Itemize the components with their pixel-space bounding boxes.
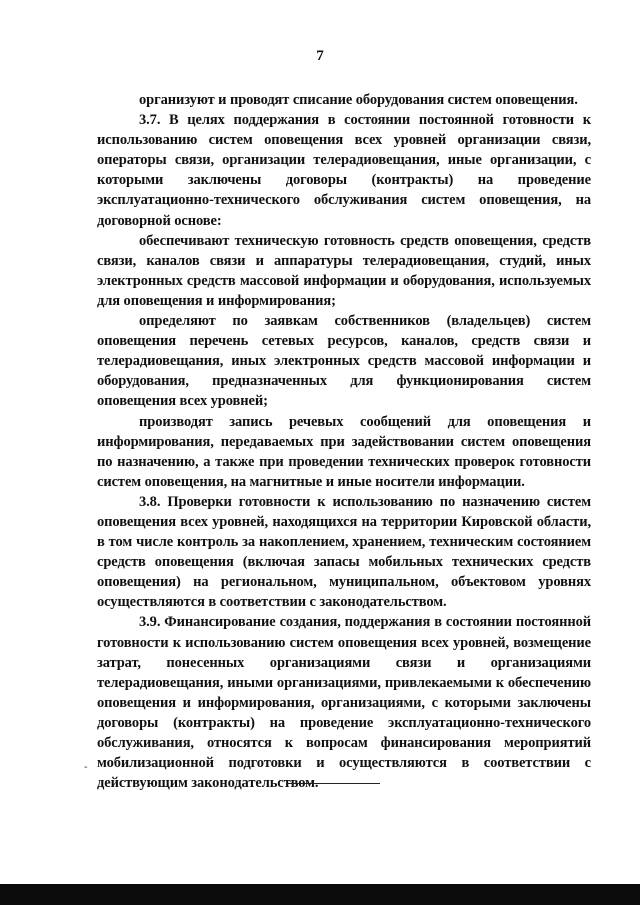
paragraph-continuation: организуют и проводят списание оборудования систем оповещения. (139, 92, 578, 108)
page-number: 7 (316, 48, 324, 64)
paragraph-3-8: 3.8. Проверки готовности к использованию по назначению систем оповещения всех уровней, находящихся на территории Кировской области, в том числе контроль за накоплением, хранением, техническим состоянием средств оповещения (включая запасы мобильных технических средств оповещения) на региональном, муниципальном, объектовом уровнях осуществляются в соответствии с законодательством. (97, 493, 591, 611)
paragraph-3-7: 3.7. В целях поддержания в состоянии постоянной готовности к использованию систем оповещения всех уровней организации связи, операторы связи, организации телерадиовещания, иные организации, с которыми заключены договоры (контракты) на проведение эксплуатационно-технического обслуживания систем оповещения, на договорной основе: (97, 112, 591, 229)
document-body (97, 90, 591, 793)
end-separator-line (286, 783, 380, 784)
paragraph-technical-readiness: обеспечивают техническую готовность средств оповещения, средств связи, каналов связи и аппаратуры телерадиовещания, студий, иных электронных средств массовой информации и оборудования, используемых для оповещения и информирования; (97, 232, 591, 309)
margin-mark: - (84, 762, 88, 773)
scan-bottom-edge (0, 884, 640, 905)
paragraph-network-resources: определяют по заявкам собственников (владельцев) систем оповещения перечень сетевых ресурсов, каналов, средств связи и телерадиовещания, иных электронных средств массовой информации и оборудования, предназначенных для функционирования систем оповещения всех уровней; (97, 313, 591, 410)
paragraph-3-9: 3.9. Финансирование создания, поддержания в состоянии постоянной готовности к использованию систем оповещения всех уровней, возмещение затрат, понесенных организациями связи и организациями телерадиовещания, иными организациями, привлекаемыми к обеспечению оповещения и информирования, организациями, с которыми заключены договоры (контракты) на проведение эксплуатационно-технического обслуживания, относятся к вопросам финансирования мероприятий мобилизационной подготовки и осуществляются в соответствии с действующим законодательством. (97, 614, 591, 792)
paragraph-voice-recording: производят запись речевых сообщений для оповещения и информирования, передаваемых при задействовании систем оповещения по назначению, а также при проведении технических проверок готовности систем оповещения, на магнитные и иные носители информации. (97, 413, 591, 490)
